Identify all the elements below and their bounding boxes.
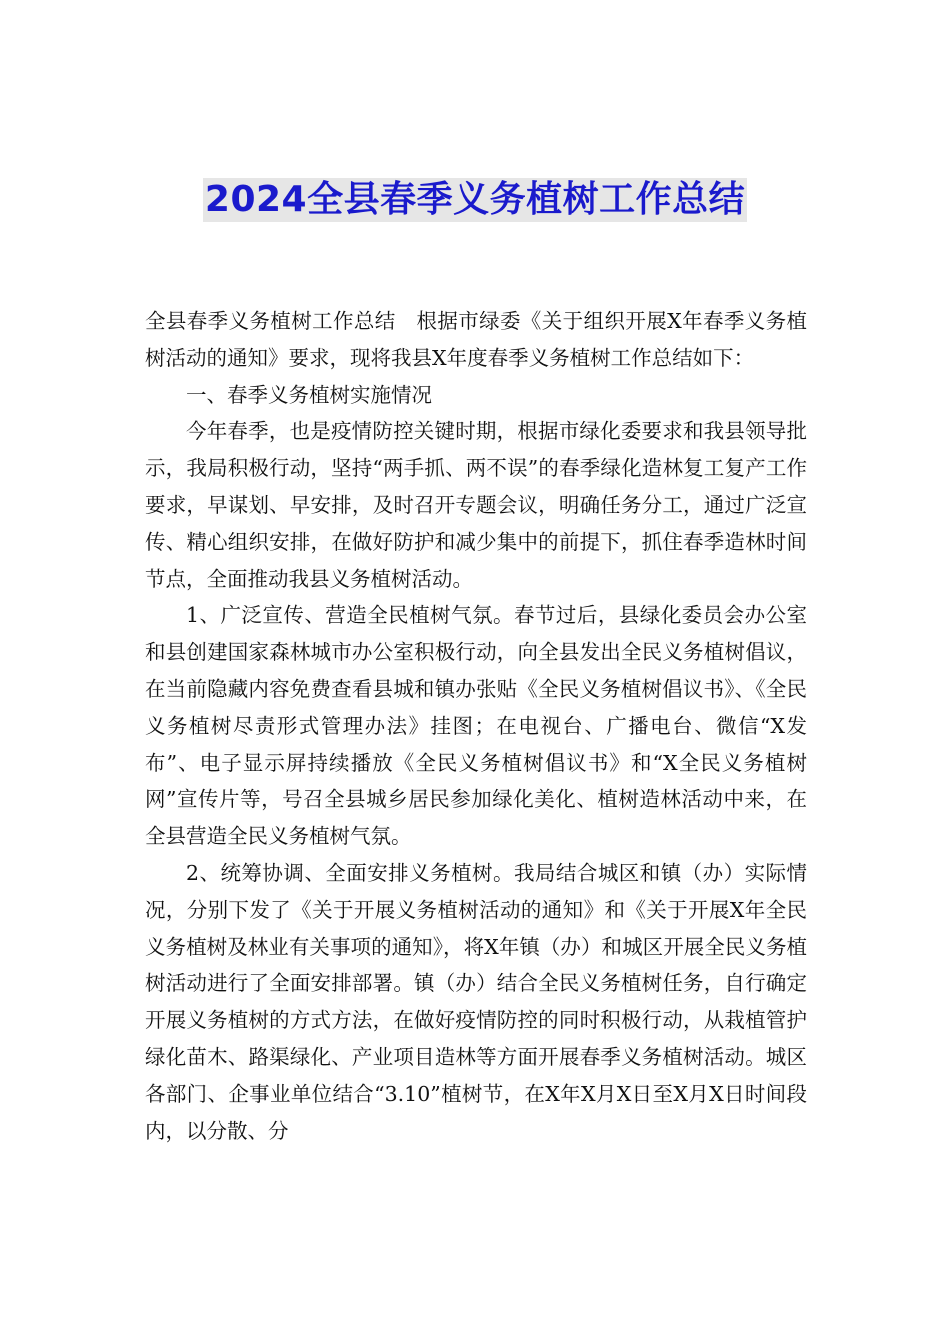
title-container bbox=[0, 178, 950, 222]
body-paragraph: 今年春季，也是疫情防控关键时期，根据市绿化委要求和我县领导批示，我局积极行动，坚持“两手抓、两不误”的春季绿化造林复工复产工作要求，早谋划、早安排，及时召开专题会议，明确任务分工，通过广泛宣传、精心组织安排，在做好防护和减少集中的前提下，抓住春季造林时间节点，全面推动我县义务植树活动。 bbox=[145, 419, 807, 591]
document-body bbox=[145, 303, 807, 1149]
document-title: 2024全县春季义务植树工作总结 bbox=[204, 179, 746, 220]
section-heading: 一、春季义务植树实施情况 bbox=[186, 382, 432, 407]
body-paragraph: 2、统筹协调、全面安排义务植树。我局结合城区和镇（办）实际情况，分别下发了《关于开展义务植树活动的通知》和《关于开展X年全民义务植树及林业有关事项的通知》，将X年镇（办）和城区开展全民义务植树活动进行了全面安排部署。镇（办）结合全民义务植树任务，自行确定开展义务植树的方式方法，在做好疫情防控的同时积极行动，从栽植管护绿化苗木、路渠绿化、产业项目造林等方面开展春季义务植树活动。城区各部门、企事业单位结合“3.10”植树节，在X年X月X日至X月X日时间段内，以分散、分 bbox=[145, 860, 807, 1143]
intro-paragraph: 全县春季义务植树工作总结 根据市绿委《关于组织开展X年春季义务植树活动的通知》要求，现将我县X年度春季义务植树工作总结如下： bbox=[145, 309, 807, 370]
body-paragraph: 1、广泛宣传、营造全民植树气氛。春节过后，县绿化委员会办公室和县创建国家森林城市办公室积极行动，向全县发出全民义务植树倡议，在当前隐藏内容免费查看县城和镇办张贴《全民义务植树倡议书》、《全民义务植树尽责形式管理办法》挂图；在电视台、广播电台、微信“X发布”、电子显示屏持续播放《全民义务植树倡议书》和“X全民义务植树网”宣传片等，号召全县城乡居民参加绿化美化、植树造林活动中来，在全县营造全民义务植树气氛。 bbox=[145, 603, 807, 849]
